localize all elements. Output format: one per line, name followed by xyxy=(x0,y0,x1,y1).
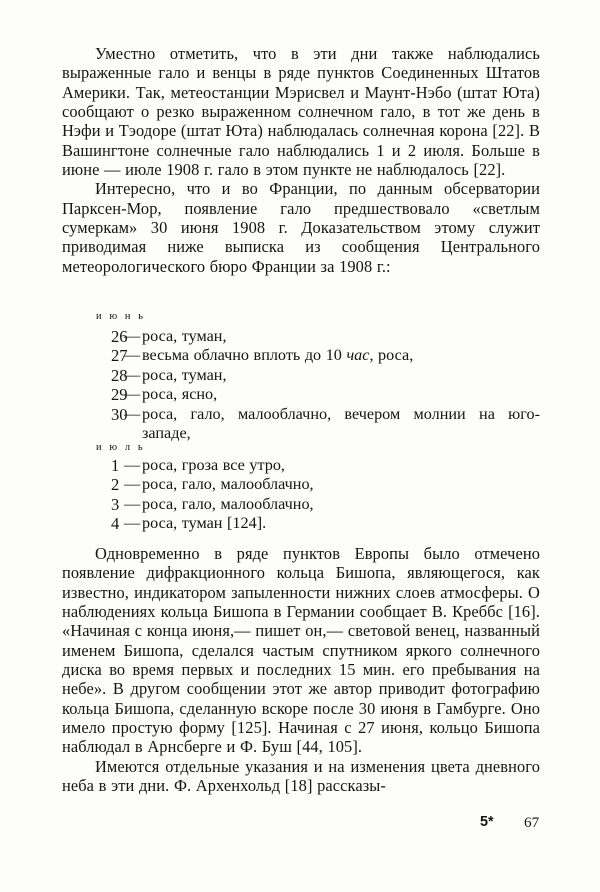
log-entry-text xyxy=(142,405,540,444)
log-entry-dash: — xyxy=(124,346,141,365)
signature-mark: 5* xyxy=(480,814,494,830)
log-entry-dash: — xyxy=(124,404,141,423)
log-entry xyxy=(62,366,540,385)
log-entry xyxy=(62,327,540,346)
log-entry-dash: — xyxy=(124,385,141,404)
log-entry-text: роса, туман [124]. xyxy=(142,514,267,533)
paragraph-france: Интересно, что и во Франции, по данным обсерватории Парксен-Мор, появление гало предшествовало «светлым сумеркам» 30 июня 1908 г. Доказательством этому служит приводимая ниже выписка из сообщения Центрального метеорологического бюро Франции за 1908 г.: xyxy=(62,179,540,276)
log-entry-text: роса, гало, малооблачно, xyxy=(142,494,314,513)
log-entry-text xyxy=(142,346,540,365)
log-entry-dash: — xyxy=(124,327,141,345)
log-entry-day: 26 xyxy=(111,327,128,346)
log-entry-text: роса, туман, xyxy=(142,327,227,345)
log-entry-dash: — xyxy=(124,494,141,513)
log-entry xyxy=(62,346,540,365)
log-entry-text-line1: роса, гало, малооблачно, вечером молнии на юго- xyxy=(142,404,540,423)
month-label-june: и ю н ь xyxy=(96,311,146,322)
log-entry-text: роса, гало, малооблачно, xyxy=(142,475,314,494)
log-entry-text: роса, туман, xyxy=(142,365,227,384)
log-entry-day: 4 xyxy=(111,514,120,534)
log-entry-day: 2 xyxy=(111,475,120,495)
log-entry-day: 28 xyxy=(111,365,128,385)
text-column-upper xyxy=(62,44,540,276)
paragraph-sky-color: Имеются отдельные указания и на изменения цвета дневного неба в эти дни. Ф. Архенхольд [18] рассказы- xyxy=(62,756,540,796)
text-column-lower xyxy=(62,544,540,795)
log-entry-dash: — xyxy=(124,365,141,384)
observation-log-june xyxy=(62,310,540,443)
log-entry-text-line2: западе, xyxy=(142,424,191,443)
log-entry-text-pre: весьма облачно вплоть до 10 xyxy=(142,346,347,365)
log-entry xyxy=(62,475,540,494)
log-entry-text: роса, гроза все утро, xyxy=(142,456,285,474)
log-entry xyxy=(62,514,540,533)
log-entry-text-post: , роса, xyxy=(369,346,414,365)
month-label-july: и ю л ь xyxy=(96,442,146,453)
log-entry xyxy=(62,405,540,444)
log-entry-unit-hours: час xyxy=(346,346,370,365)
log-entry-dash: — xyxy=(124,475,141,494)
paragraph-bishop-ring: Одновременно в ряде пунктов Европы было отмечено появление дифракционного кольца Бишопа, являющегося, как известно, индикатором запыленности нижних слоев атмосферы. О наблюдениях кольца Бишопа в Германии сообщает В. Креббс [16]. «Начиная с конца июня,— пишет он,— световой венец, названный именем Бишопа, сделался частым спутником яркого солнечного диска во время первых и последних 15 мин. его пребывания на небе». В другом сообщении этот же автор приводит фотографию кольца Бишопа, сделанную вскоре после 30 июня в Гамбурге. Оно имело простую форму [125]. Начиная с 27 июня, кольцо Бишопа наблюдал в Арнсберге и Ф. Буш [44, 105]. xyxy=(62,544,540,757)
observation-log-july xyxy=(62,441,540,534)
log-entry-day: 27 xyxy=(111,346,128,366)
log-entry-day: 30 xyxy=(111,404,128,424)
page-number: 67 xyxy=(524,814,540,831)
log-entry-dash: — xyxy=(124,456,141,474)
log-entry xyxy=(62,456,540,475)
log-entry-day: 29 xyxy=(111,385,128,405)
log-entry xyxy=(62,495,540,514)
log-entry-day: 1 xyxy=(111,456,120,475)
paragraph-halos-usa: Уместно отметить, что в эти дни также наблюдались выраженные гало и венцы в ряде пунктов Соединенных Штатов Америки. Так, метеостанции Мэрисвел и Маунт-Нэбо (штат Юта) сообщают о резко выраженном солнечном гало, в тот же день в Нэфи и Тэодоре (штат Юта) наблюдалась солнечная корона [22]. В Вашингтоне солнечные гало наблюдались 1 и 2 июля. Больше в июне — июле 1908 г. гало в этом пункте не наблюдалось [22]. xyxy=(62,44,540,180)
log-entry-text: роса, ясно, xyxy=(142,385,218,404)
log-entry-day: 3 xyxy=(111,494,120,514)
log-entry xyxy=(62,385,540,404)
log-entry-dash: — xyxy=(124,514,141,533)
